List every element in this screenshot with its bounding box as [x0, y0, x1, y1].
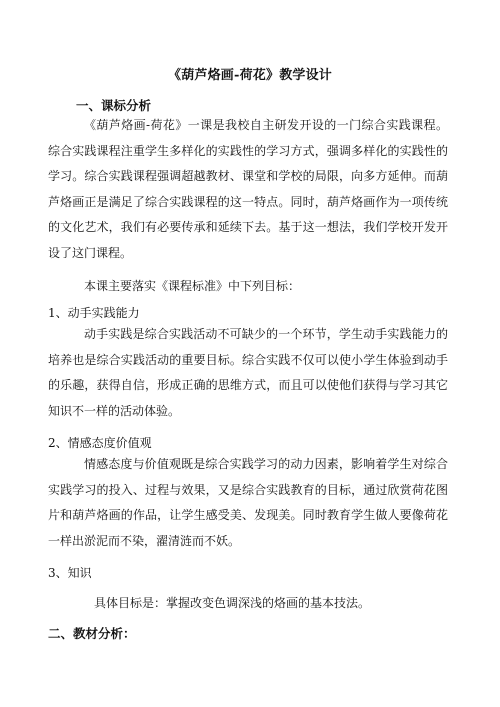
goal2-heading: 2、情感态度价值观 [48, 436, 152, 450]
goal1-paragraph: 动手实践是综合实践活动不可缺少的一个环节，学生动手实践能力的培养也是综合实践活动的重要目标。综合实践不仅可以使小学生体验到动手的乐趣，获得自信，形成正确的思维方式，而且可以使他们获得与学习其它知识不一样的活动体验。 [48, 327, 448, 418]
goal3-paragraph: 具体目标是：掌握改变色调深浅的烙画的基本技法。 [94, 596, 371, 610]
document-title: 《葫芦烙画-荷花》教学设计 [168, 68, 332, 83]
section-heading-curriculum-analysis: 一、课标分析 [76, 98, 152, 113]
goal2-paragraph: 情感态度与价值观既是综合实践学习的动力因素，影响着学生对综合实践学习的投入、过程与效果，又是综合实践教育的目标，通过欣赏荷花图片和葫芦烙画的作品，让学生感受美、发现美。同时教育学生做人要像荷花一样出淤泥而不染，濯清涟而不妖。 [48, 457, 448, 548]
goals-intro-text: 本课主要落实《课程标准》中下列目标： [84, 279, 301, 293]
intro-paragraph: 《葫芦烙画-荷花》一课是我校自主研发开设的一门综合实践课程。综合实践课程注重学生多样化的实践性的学习方式，强调多样化的实践性的学习。综合实践课程强调超越教材、课堂和学校的局限，向多方延伸。而葫芦烙画正是满足了综合实践课程的这一特点。同时，葫芦烙画作为一项传统的文化艺术，我们有必要传承和延续下去。基于这一想法，我们学校开发开设了这门课程。 [48, 118, 448, 260]
goal1-heading: 1、动手实践能力 [48, 306, 140, 320]
goal3-heading: 3、知识 [48, 566, 92, 580]
section-heading-textbook-analysis: 二、教材分析： [48, 626, 136, 641]
